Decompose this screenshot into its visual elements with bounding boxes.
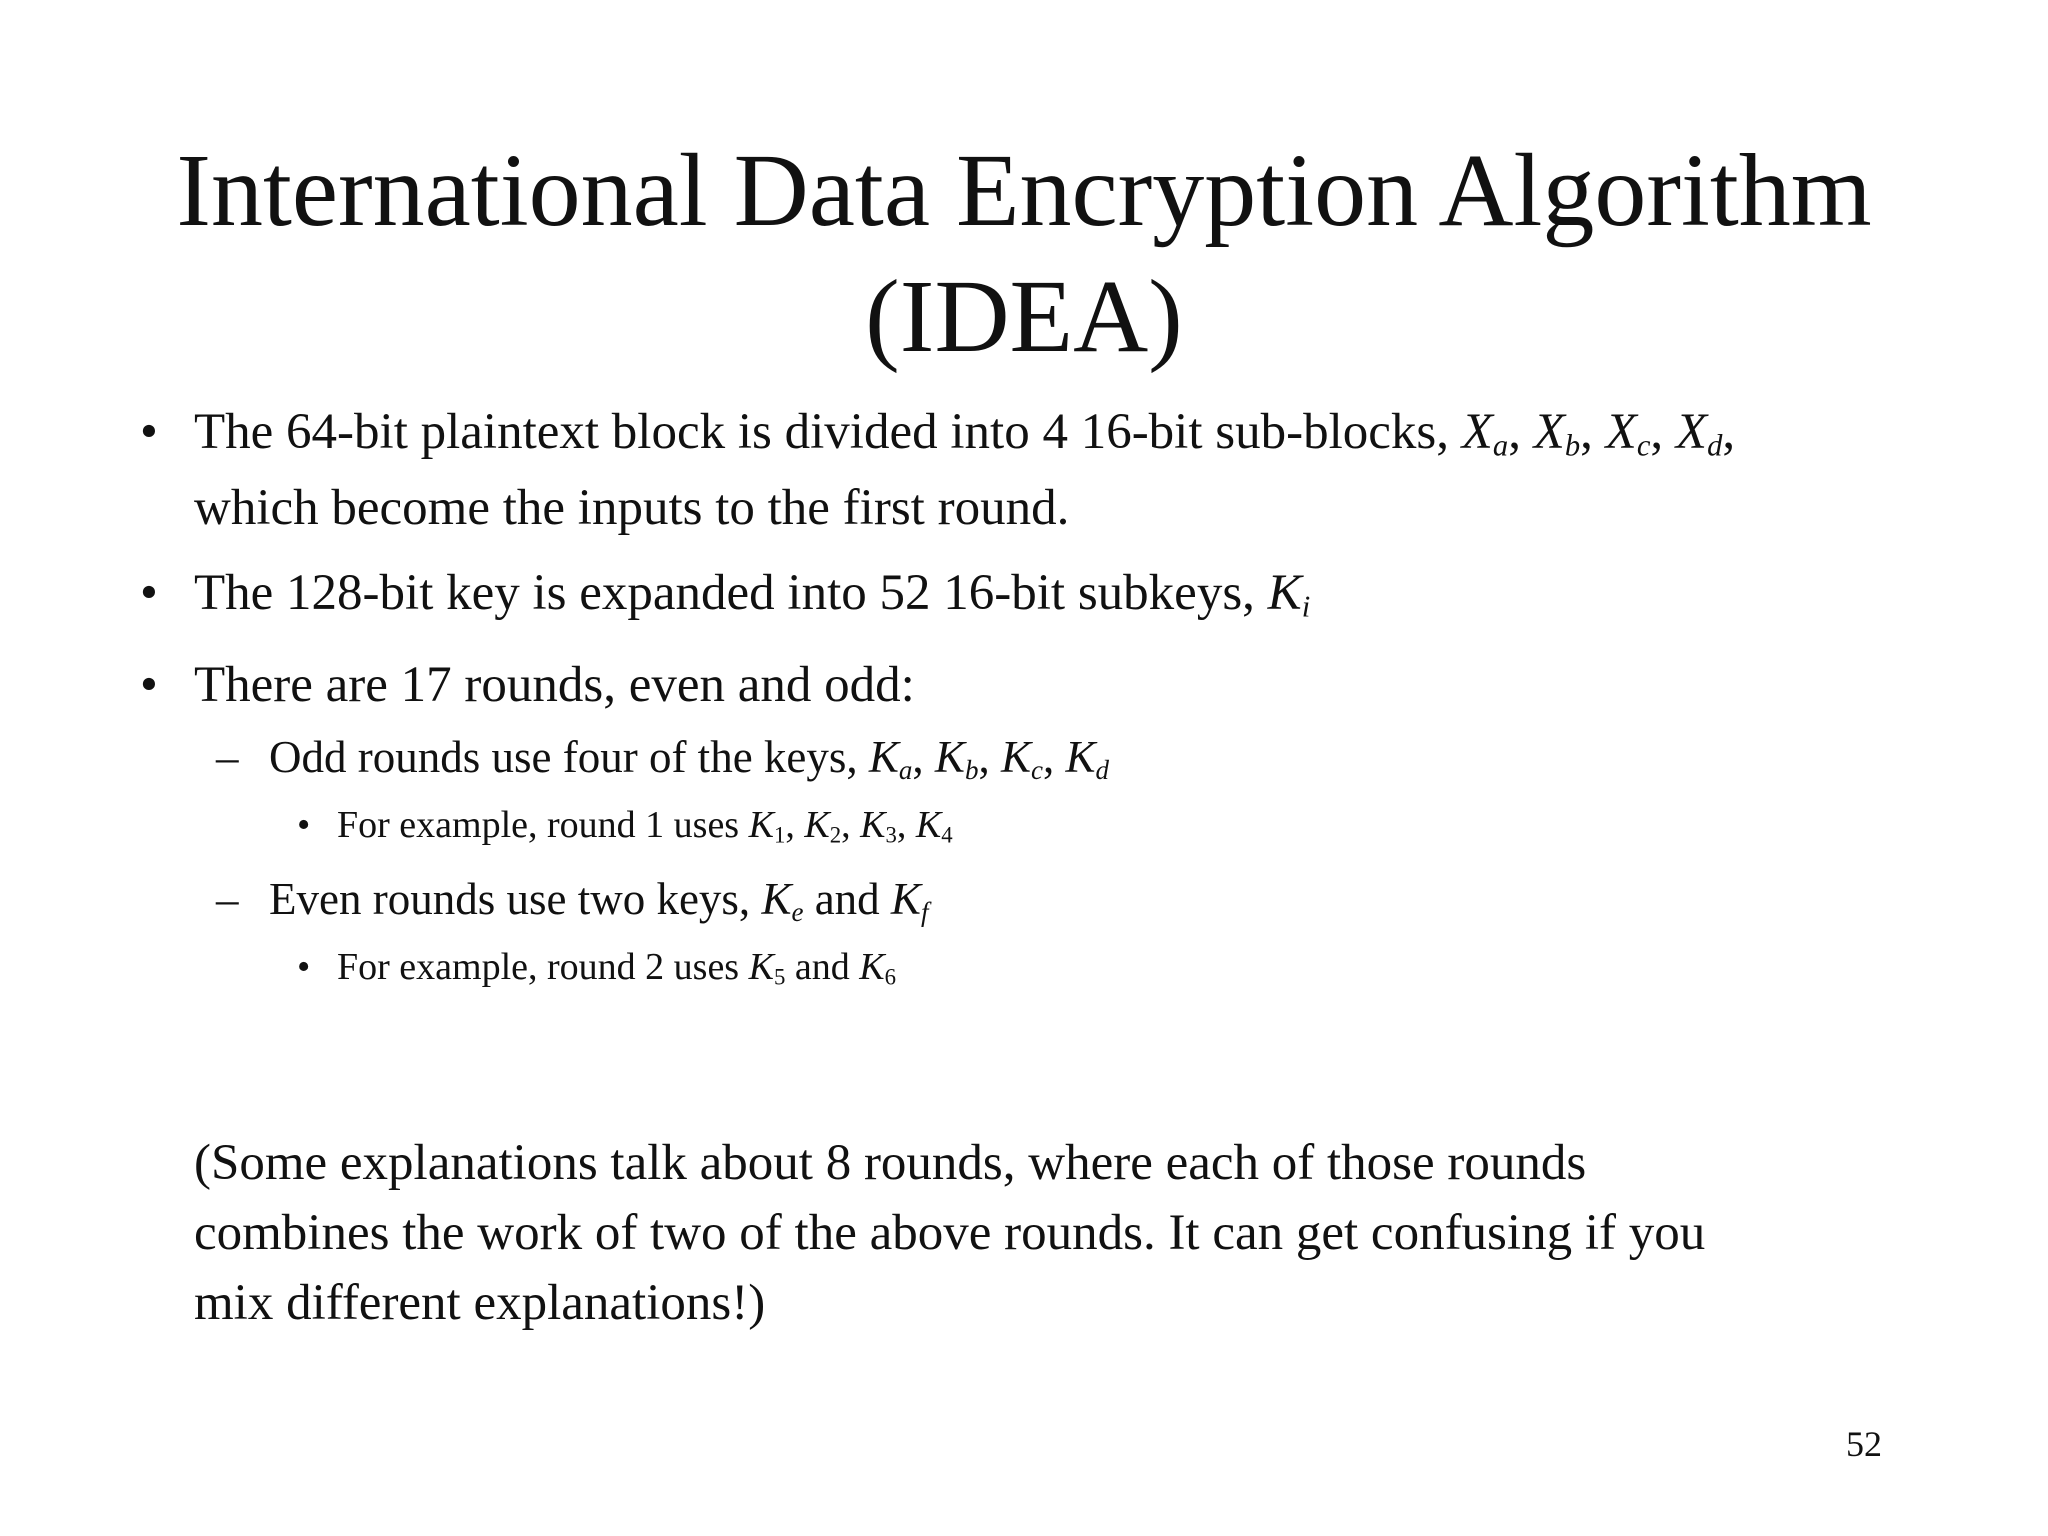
sub-bullet-odd-rounds <box>140 727 2000 787</box>
sub-bullet-text: Even rounds use two keys, <box>269 874 762 924</box>
slide-body <box>140 394 2000 993</box>
bullet-text: The 128-bit key is expanded into 52 16-bit subkeys, <box>194 565 1268 621</box>
conjunction: and <box>785 946 860 988</box>
example-text: For example, round 1 uses <box>337 804 749 846</box>
variable-x: X <box>1605 404 1637 460</box>
subscript: a <box>898 754 913 785</box>
bullet-line <box>194 394 2000 470</box>
subscript: 1 <box>773 822 786 848</box>
variable-k: K <box>915 804 942 846</box>
variable-k: K <box>859 946 885 988</box>
sub-bullet-text: Odd rounds use four of the keys, <box>269 732 869 782</box>
separator: , <box>1042 732 1066 782</box>
bullet-text: There are 17 rounds, even and odd: <box>194 657 915 713</box>
variable-k: K <box>934 732 965 782</box>
subscript: d <box>1095 754 1109 785</box>
bullet-line-2: which become the inputs to the first round. <box>194 480 1070 536</box>
separator: , <box>841 804 861 846</box>
variable-k: K <box>761 874 792 924</box>
bullet-text: The 64-bit plaintext block is divided into 4 16-bit sub-blocks, <box>194 404 1462 460</box>
dash-marker: – <box>216 874 239 924</box>
slide-title-line-2: (IDEA) <box>865 259 1183 374</box>
separator: , <box>912 732 935 782</box>
subscript: f <box>920 896 929 927</box>
subscript: d <box>1707 428 1723 463</box>
example-round-2 <box>140 941 2000 993</box>
dash-marker: – <box>216 732 239 782</box>
separator: , <box>785 804 805 846</box>
note-line-3: mix different explanations!) <box>194 1275 766 1331</box>
variable-x: X <box>1461 404 1493 460</box>
note-paragraph <box>194 1128 1954 1338</box>
bullet-marker: • <box>297 804 311 846</box>
trailing-comma: , <box>1722 404 1736 460</box>
bullet-marker: • <box>297 946 311 988</box>
example-text: For example, round 2 uses <box>337 946 749 988</box>
subscript: 6 <box>884 964 897 990</box>
separator: , <box>1508 404 1534 460</box>
subscript: 5 <box>773 964 786 990</box>
variable-k: K <box>748 804 774 846</box>
subscript: 4 <box>941 822 953 848</box>
variable-k: K <box>1000 732 1031 782</box>
page-number: 52 <box>1846 1424 1882 1464</box>
separator: , <box>978 732 1001 782</box>
conjunction: and <box>803 874 891 924</box>
subscript: b <box>1564 428 1581 463</box>
variable-k: K <box>868 732 899 782</box>
variable-k: K <box>748 946 774 988</box>
separator: , <box>1650 404 1676 460</box>
subscript: 3 <box>885 822 897 848</box>
bullet-marker: • <box>140 657 158 713</box>
subscript: b <box>964 754 979 785</box>
example-round-1 <box>140 799 2000 851</box>
bullet-plaintext-blocks <box>140 394 2000 546</box>
bullet-marker: • <box>140 404 158 460</box>
bullet-marker: • <box>140 565 158 621</box>
subscript: 2 <box>829 822 842 848</box>
slide-title <box>0 128 2048 380</box>
separator: , <box>1580 404 1606 460</box>
subscript: a <box>1492 428 1509 463</box>
variable-k: K <box>890 874 921 924</box>
subscript: c <box>1636 428 1651 463</box>
note-line-2: combines the work of two of the above rounds. It can get confusing if you <box>194 1205 1706 1261</box>
variable-k: K <box>1267 565 1302 621</box>
subscript: c <box>1030 754 1043 785</box>
variable-k: K <box>1065 732 1096 782</box>
variable-k: K <box>804 804 830 846</box>
bullet-key-expansion <box>140 555 2000 631</box>
variable-x: X <box>1675 404 1708 460</box>
note-line-1: (Some explanations talk about 8 rounds, where each of those rounds <box>194 1135 1587 1191</box>
subscript: i <box>1301 589 1311 624</box>
slide-title-line-1: International Data Encryption Algorithm <box>176 133 1872 248</box>
bullet-line <box>194 555 2000 631</box>
subscript: e <box>791 896 804 927</box>
variable-x: X <box>1533 404 1565 460</box>
sub-bullet-even-rounds <box>140 869 2000 929</box>
separator: , <box>896 804 916 846</box>
bullet-rounds <box>140 647 2000 723</box>
variable-k: K <box>860 804 886 846</box>
